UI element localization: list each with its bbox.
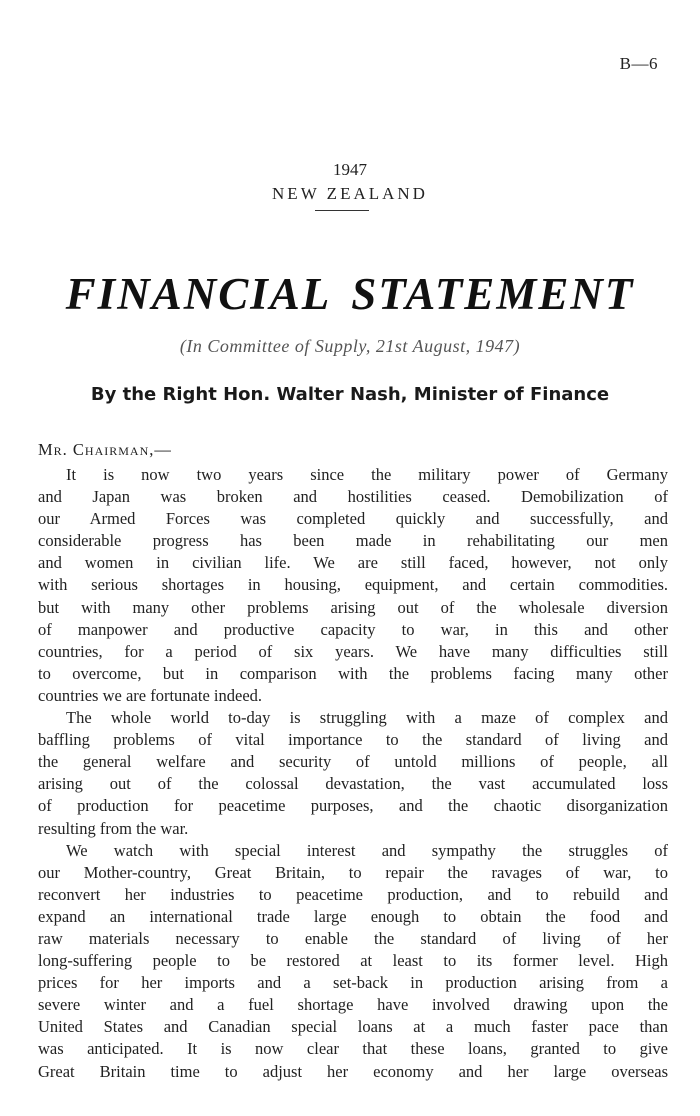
body-text	[38, 464, 668, 1083]
text-line: The whole world to-day is struggling with a maze of complex and	[66, 708, 668, 728]
text-line: countries, for a period of six years. We have many difficulties still	[38, 641, 668, 661]
text-line: with serious shortages in housing, equipment, and certain commodities.	[38, 575, 668, 595]
text-line: countries we are fortunate indeed.	[38, 685, 263, 705]
text-line: long-suffering people to be restored at least to its former level. High	[38, 951, 668, 971]
text-line: reconvert her industries to peacetime production, and to rebuild and	[38, 884, 668, 904]
text-line: to overcome, but in comparison with the problems facing many other	[38, 663, 668, 683]
text-line: It is now two years since the military power of Germany	[66, 465, 668, 484]
title-word-financial: FINANCIAL	[65, 269, 332, 319]
salutation: Mr. Chairman,—	[38, 440, 172, 459]
text-line: was anticipated. It is now clear that these loans, granted to give	[38, 1039, 668, 1059]
text-line: arising out of the colossal devastation, the vast accumulated loss	[38, 774, 668, 794]
document-title	[0, 268, 700, 320]
text-line: our Mother-country, Great Britain, to repair the ravages of war, to	[38, 862, 668, 882]
text-line: raw materials necessary to enable the standard of living of her	[38, 928, 668, 948]
text-line: but with many other problems arising out of the wholesale diversion	[38, 597, 668, 617]
year-heading: 1947	[333, 160, 367, 179]
text-line: Great Britain time to adjust her economy and her large overseas	[38, 1061, 668, 1081]
text-line: We watch with special interest and sympathy the struggles of	[66, 840, 668, 860]
heading-divider	[315, 210, 369, 211]
text-line: severe winter and a fuel shortage have involved drawing upon the	[38, 995, 668, 1015]
text-line: prices for her imports and a set-back in production arising from a	[38, 973, 668, 993]
title-word-statement: STATEMENT	[351, 269, 635, 319]
text-line: of manpower and productive capacity to war, in this and other	[38, 619, 668, 639]
text-line: considerable progress has been made in rehabilitating our men	[38, 531, 668, 551]
text-line: expand an international trade large enough to obtain the food and	[38, 906, 668, 926]
text-line: baffling problems of vital importance to the standard of living and	[38, 730, 668, 750]
text-line: our Armed Forces was completed quickly and successfully, and	[38, 509, 668, 529]
country-heading: NEW ZEALAND	[272, 184, 428, 203]
text-line: and women in civilian life. We are still faced, however, not only	[38, 553, 668, 573]
text-line: resulting from the war.	[38, 818, 189, 838]
text-line: of production for peacetime purposes, and the chaotic disorganization	[38, 796, 668, 816]
text-line: United States and Canadian special loans at a much faster pace than	[38, 1017, 668, 1037]
text-line: and Japan was broken and hostilities ceased. Demobilization of	[38, 487, 668, 507]
document-subtitle: (In Committee of Supply, 21st August, 1947)	[179, 336, 521, 356]
text-line: the general welfare and security of untold millions of people, all	[38, 752, 668, 772]
byline: By the Right Hon. Walter Nash, Minister of Finance	[90, 384, 610, 405]
page-number: B—6	[619, 54, 658, 73]
